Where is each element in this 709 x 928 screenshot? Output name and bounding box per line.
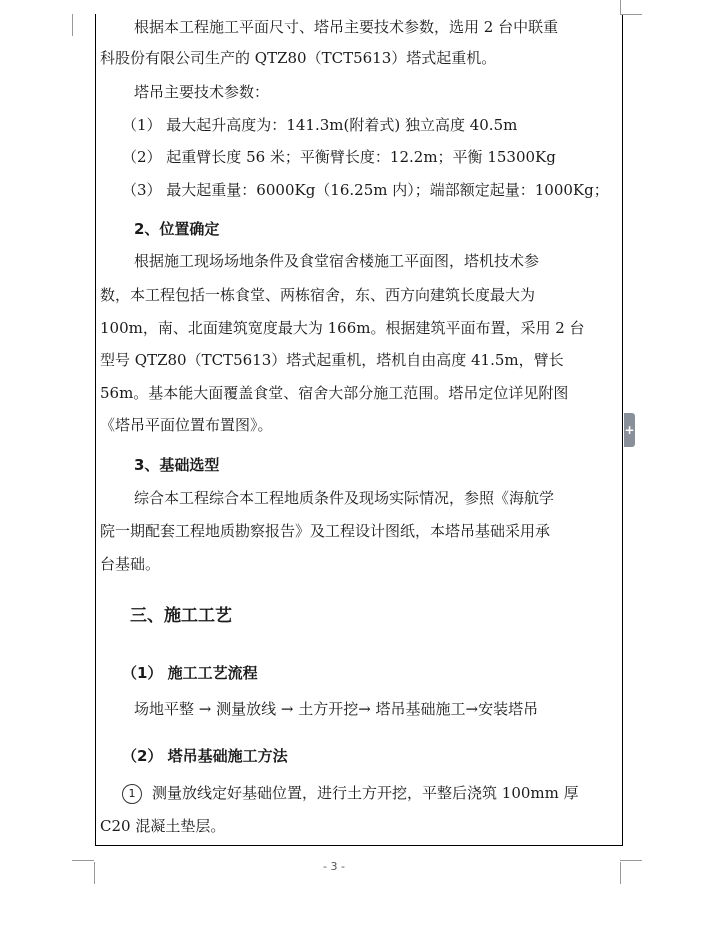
body-text-line: 根据施工现场场地条件及食堂宿舍楼施工平面图，塔机技术参: [134, 252, 540, 270]
body-text-line: C20 混凝土垫层。: [100, 817, 226, 835]
subheading-foundation-method: （2） 塔吊基础施工方法: [122, 747, 288, 765]
crop-mark: [620, 860, 642, 861]
process-flow-line: 场地平整 → 测量放线 → 土方开挖→ 塔吊基础施工→安装塔吊: [134, 700, 539, 718]
crop-mark: [620, 862, 621, 884]
param-item-3: （3） 最大起重量：6000Kg（16.25m 内）；端部额定起量：1000Kg；: [122, 181, 609, 199]
body-text-line: 型号 QTZ80（TCT5613）塔式起重机，塔机自由高度 41.5m，臂长: [100, 351, 564, 369]
param-item-2: （2） 起重臂长度 56 米；平衡臂长度：12.2m；平衡 15300Kg: [122, 148, 556, 166]
heading-position: 2、位置确定: [134, 220, 220, 238]
section-title: 三、施工工艺: [130, 606, 232, 626]
body-text-line: 院一期配套工程地质勘察报告》及工程设计图纸，本塔吊基础采用承: [100, 522, 551, 540]
subheading-process-flow: （1） 施工工艺流程: [122, 664, 258, 682]
heading-foundation: 3、基础选型: [134, 456, 220, 474]
body-text-line: 台基础。: [100, 555, 161, 573]
crop-mark: [72, 860, 94, 861]
body-text-line: 塔吊主要技术参数：: [134, 83, 270, 101]
param-item-1: （1） 最大起升高度为：141.3m(附着式) 独立高度 40.5m: [122, 116, 518, 134]
crop-mark: [94, 862, 95, 884]
body-text-line: 数，本工程包括一栋食堂、两栋宿舍，东、西方向建筑长度最大为: [100, 286, 536, 304]
body-text-line: 根据本工程施工平面尺寸、塔吊主要技术参数，选用 2 台中联重: [134, 18, 559, 36]
body-text-line: 《塔吊平面位置布置图》。: [100, 416, 273, 434]
body-text-line: 100m，南、北面建筑宽度最大为 166m。根据建筑平面布置，采用 2 台: [100, 319, 585, 337]
body-text-line: 综合本工程综合本工程地质条件及现场实际情况，参照《海航学: [134, 489, 555, 507]
body-text-line: 科股份有限公司生产的 QTZ80（TCT5613）塔式起重机。: [100, 49, 497, 67]
method-step-text: 测量放线定好基础位置，进行土方开挖，平整后浇筑 100mm 厚: [152, 784, 579, 802]
body-text-line: 56m。基本能大面覆盖食堂、宿舍大部分施工范围。塔吊定位详见附图: [100, 384, 569, 402]
method-step-1: [122, 783, 579, 804]
crop-mark: [620, 14, 642, 15]
crop-mark: [72, 14, 73, 36]
expand-tab-icon[interactable]: +: [624, 413, 635, 447]
page-number: - 3 -: [323, 860, 345, 873]
crop-mark: [620, 0, 621, 14]
circled-number: 1: [122, 784, 142, 804]
